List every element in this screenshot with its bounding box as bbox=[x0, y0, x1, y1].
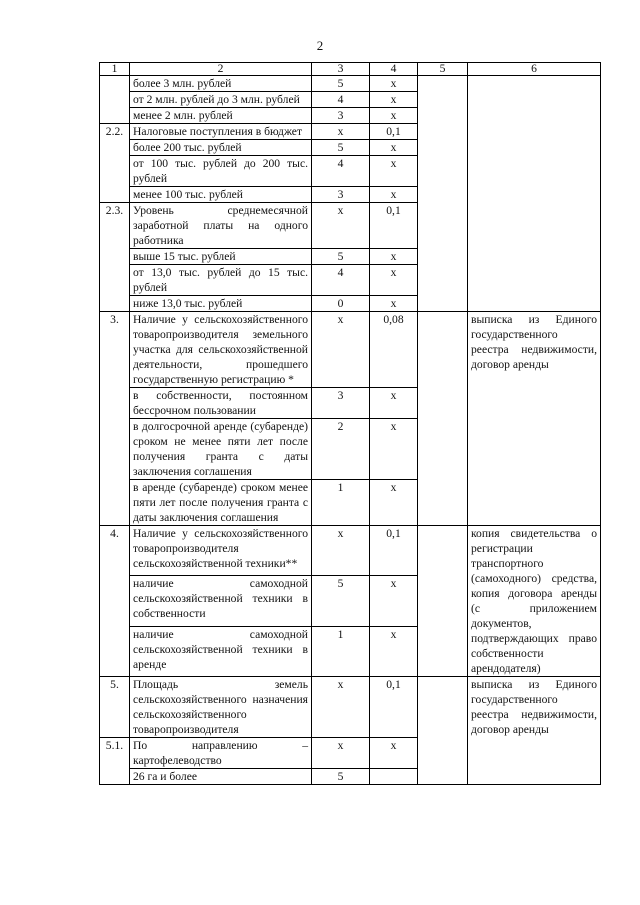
weight-cell: x bbox=[370, 249, 418, 265]
weight-cell: x bbox=[370, 265, 418, 296]
weight-cell: x bbox=[370, 108, 418, 124]
score-cell: 1 bbox=[312, 480, 370, 526]
header-cell: 3 bbox=[312, 63, 370, 76]
weight-cell: x bbox=[370, 419, 418, 480]
weight-cell: x bbox=[370, 156, 418, 187]
header-cell: 4 bbox=[370, 63, 418, 76]
row-number: 4. bbox=[100, 526, 130, 677]
criterion-text: По направлению – картофелеводство bbox=[130, 738, 312, 769]
score-cell: 5 bbox=[312, 769, 370, 785]
empty-cell bbox=[418, 312, 468, 526]
score-cell: x bbox=[312, 124, 370, 140]
score-cell: 1 bbox=[312, 626, 370, 676]
score-cell: x bbox=[312, 203, 370, 249]
score-cell: 3 bbox=[312, 187, 370, 203]
row-number: 3. bbox=[100, 312, 130, 526]
criterion-text: Налоговые поступления в бюджет bbox=[130, 124, 312, 140]
criterion-text: в аренде (субаренде) сроком менее пяти лет после получения гранта с даты заключения соглашения bbox=[130, 480, 312, 526]
score-cell: 4 bbox=[312, 156, 370, 187]
weight-cell: 0,1 bbox=[370, 124, 418, 140]
header-cell: 1 bbox=[100, 63, 130, 76]
row-number: 5. bbox=[100, 677, 130, 738]
weight-cell: x bbox=[370, 388, 418, 419]
table-row bbox=[100, 526, 601, 576]
weight-cell: x bbox=[370, 576, 418, 626]
empty-cell bbox=[418, 526, 468, 677]
empty-cell bbox=[418, 76, 468, 312]
criterion-text: Наличие у сельскохозяйственного товаропроизводителя земельного участка для сельскохозяйственной деятельности, прошедшего государственную регистрацию * bbox=[130, 312, 312, 388]
empty-cell bbox=[418, 677, 468, 785]
supporting-document: выписка из Единого государственного реестра недвижимости, договор аренды bbox=[468, 312, 601, 526]
criterion-text: Уровень среднемесячной заработной платы на одного работника bbox=[130, 203, 312, 249]
table-row bbox=[100, 76, 601, 92]
criterion-text: в собственности, постоянном бессрочном пользовании bbox=[130, 388, 312, 419]
score-cell: 0 bbox=[312, 296, 370, 312]
empty-cell bbox=[468, 76, 601, 312]
row-number bbox=[100, 76, 130, 124]
score-cell: 4 bbox=[312, 265, 370, 296]
weight-cell bbox=[370, 769, 418, 785]
criterion-text: наличие самоходной сельскохозяйственной техники в аренде bbox=[130, 626, 312, 676]
score-cell: 5 bbox=[312, 576, 370, 626]
table-row bbox=[100, 677, 601, 738]
weight-cell: 0,08 bbox=[370, 312, 418, 388]
criterion-text: более 200 тыс. рублей bbox=[130, 140, 312, 156]
score-cell: x bbox=[312, 526, 370, 576]
criterion-text: Площадь земель сельскохозяйственного назначения сельскохозяйственного товаропроизводителя bbox=[130, 677, 312, 738]
weight-cell: x bbox=[370, 76, 418, 92]
criterion-text: от 2 млн. рублей до 3 млн. рублей bbox=[130, 92, 312, 108]
weight-cell: x bbox=[370, 187, 418, 203]
weight-cell: x bbox=[370, 626, 418, 676]
criterion-text: Наличие у сельскохозяйственного товаропроизводителя сельскохозяйственной техники** bbox=[130, 526, 312, 576]
weight-cell: x bbox=[370, 480, 418, 526]
weight-cell: 0,1 bbox=[370, 203, 418, 249]
weight-cell: x bbox=[370, 140, 418, 156]
header-cell: 5 bbox=[418, 63, 468, 76]
criterion-text: менее 2 млн. рублей bbox=[130, 108, 312, 124]
row-number: 5.1. bbox=[100, 738, 130, 785]
supporting-document: копия свидетельства о регистрации транспортного (самоходного) средства, копия договора аренды (с приложением документов, подтверждающих право собственности арендодателя) bbox=[468, 526, 601, 677]
criterion-text: менее 100 тыс. рублей bbox=[130, 187, 312, 203]
supporting-document: выписка из Единого государственного реестра недвижимости, договор аренды bbox=[468, 677, 601, 785]
weight-cell: 0,1 bbox=[370, 526, 418, 576]
header-cell: 2 bbox=[130, 63, 312, 76]
row-number: 2.2. bbox=[100, 124, 130, 203]
score-cell: 5 bbox=[312, 140, 370, 156]
criterion-text: выше 15 тыс. рублей bbox=[130, 249, 312, 265]
weight-cell: 0,1 bbox=[370, 677, 418, 738]
score-cell: 3 bbox=[312, 108, 370, 124]
criterion-text: более 3 млн. рублей bbox=[130, 76, 312, 92]
score-cell: 2 bbox=[312, 419, 370, 480]
row-number: 2.3. bbox=[100, 203, 130, 312]
criterion-text: ниже 13,0 тыс. рублей bbox=[130, 296, 312, 312]
header-cell: 6 bbox=[468, 63, 601, 76]
criterion-text: от 13,0 тыс. рублей до 15 тыс. рублей bbox=[130, 265, 312, 296]
weight-cell: x bbox=[370, 296, 418, 312]
score-cell: x bbox=[312, 677, 370, 738]
weight-cell: x bbox=[370, 92, 418, 108]
criteria-table bbox=[99, 62, 601, 785]
table-row bbox=[100, 312, 601, 388]
page-number: 2 bbox=[316, 38, 324, 53]
criterion-text: в долгосрочной аренде (субаренде) сроком не менее пяти лет после получения гранта с даты заключения соглашения bbox=[130, 419, 312, 480]
score-cell: 4 bbox=[312, 92, 370, 108]
criterion-text: от 100 тыс. рублей до 200 тыс. рублей bbox=[130, 156, 312, 187]
criterion-text: наличие самоходной сельскохозяйственной техники в собственности bbox=[130, 576, 312, 626]
header-row bbox=[100, 63, 601, 76]
score-cell: 5 bbox=[312, 76, 370, 92]
score-cell: 3 bbox=[312, 388, 370, 419]
score-cell: x bbox=[312, 738, 370, 769]
criterion-text: 26 га и более bbox=[130, 769, 312, 785]
weight-cell: x bbox=[370, 738, 418, 769]
score-cell: x bbox=[312, 312, 370, 388]
score-cell: 5 bbox=[312, 249, 370, 265]
